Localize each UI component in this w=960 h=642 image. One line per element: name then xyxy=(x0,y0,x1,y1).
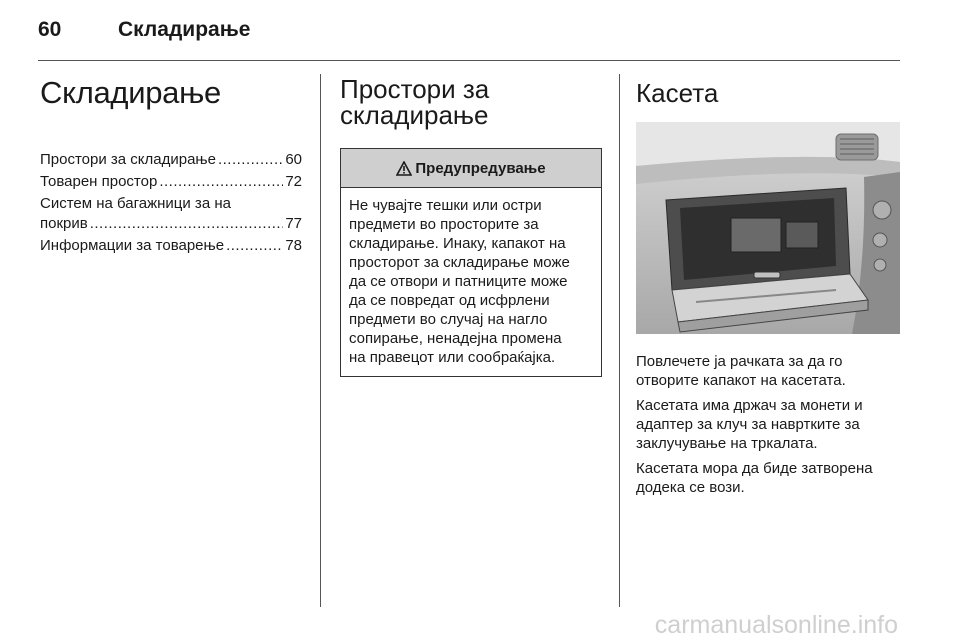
toc-item-page: 78 xyxy=(285,237,302,254)
warning-line: да се повредат од исфрлени xyxy=(349,292,550,309)
toc-item-text: Информации за товарење xyxy=(40,237,225,254)
toc-item[interactable] xyxy=(40,194,302,234)
paragraph xyxy=(636,352,900,390)
paragraph xyxy=(636,459,900,497)
header-rule xyxy=(38,60,900,61)
paragraph-line: отворите капакот на касетата. xyxy=(636,372,846,389)
table-of-contents xyxy=(40,150,302,256)
column-toc xyxy=(40,76,302,258)
toc-item-text: Простори за складирање xyxy=(40,151,216,168)
warning-line: сопирање, ненадејна промена xyxy=(349,330,562,347)
warning-line: просторот за складирање може xyxy=(349,254,570,271)
warning-text xyxy=(341,188,601,376)
paragraph-line: додека се вози. xyxy=(636,479,745,496)
page-header xyxy=(38,18,900,48)
warning-line: предмети во просторите за xyxy=(349,216,539,233)
warning-box xyxy=(340,148,602,377)
toc-item-page: 60 xyxy=(285,151,302,168)
warning-heading: Предупредување xyxy=(415,159,546,177)
paragraph-line: Повлечете ја рачката за да го xyxy=(636,353,843,370)
page-number: 60 xyxy=(38,18,62,41)
column-divider-2 xyxy=(619,74,620,607)
section-heading-line2: складирање xyxy=(340,100,489,130)
section-heading xyxy=(340,76,602,128)
toc-item-page: 72 xyxy=(285,173,302,190)
toc-item-text: Систем на багажници за на xyxy=(40,195,231,212)
toc-leader-dots xyxy=(226,236,283,256)
warning-line: да се отвори и патниците може xyxy=(349,273,568,290)
warning-triangle-icon xyxy=(396,161,412,176)
paragraph-line: Касетата мора да биде затворена xyxy=(636,460,873,477)
warning-line: Не чувајте тешки или остри xyxy=(349,197,542,214)
toc-item-page: 77 xyxy=(285,215,302,232)
column-storage xyxy=(340,76,602,377)
paragraph-line: Касетата има држач за монети и xyxy=(636,397,863,414)
section-title: Складирање xyxy=(40,75,221,110)
toc-leader-dots xyxy=(218,150,283,170)
toc-item-text-cont: покрив xyxy=(40,215,88,232)
toc-item[interactable] xyxy=(40,172,302,192)
warning-line: на правецот или сообраќајка. xyxy=(349,349,556,366)
warning-line: складирање. Инаку, капакот на xyxy=(349,235,566,252)
paragraph xyxy=(636,396,900,453)
toc-item[interactable] xyxy=(40,150,302,170)
toc-leader-dots xyxy=(159,172,283,192)
warning-line: предмети во случај на нагло xyxy=(349,311,548,328)
toc-item[interactable] xyxy=(40,236,302,256)
warning-header xyxy=(341,149,601,188)
watermark: carmanualsonline.info xyxy=(654,611,898,639)
running-title: Складирање xyxy=(118,18,251,41)
paragraph-line: адаптер за клуч за навртките за xyxy=(636,416,860,433)
toc-item-text: Товарен простор xyxy=(40,173,158,190)
section-heading-line1: Простори за xyxy=(340,74,490,104)
section-heading: Касета xyxy=(636,78,719,108)
column-divider-1 xyxy=(320,74,321,607)
paragraph-line: заклучување на тркалата. xyxy=(636,435,818,452)
toc-leader-dots xyxy=(90,214,284,234)
column-glovebox xyxy=(636,76,900,503)
glovebox-illustration xyxy=(636,122,900,334)
